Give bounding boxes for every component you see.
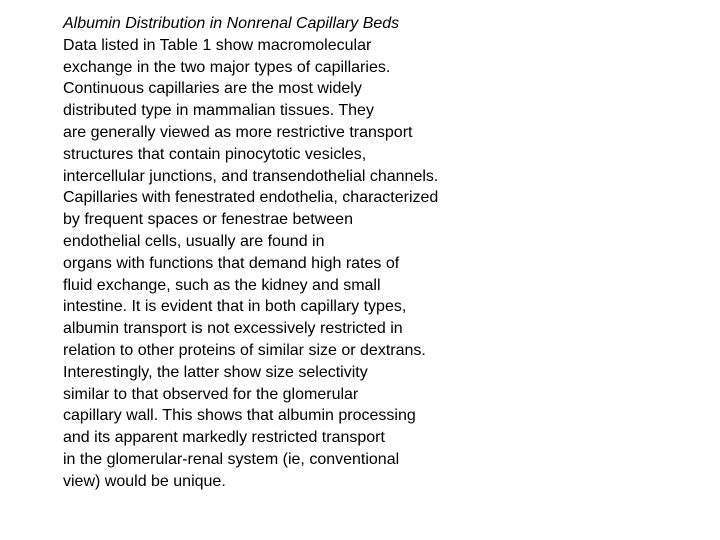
body-line: exchange in the two major types of capillaries. (63, 58, 391, 76)
body-line: relation to other proteins of similar size or dextrans. (63, 341, 426, 359)
body-line: capillary wall. This shows that albumin processing (63, 407, 416, 425)
body-line: structures that contain pinocytotic vesicles, (63, 145, 367, 163)
body-line: by frequent spaces or fenestrae between (63, 211, 353, 229)
body-line: Data listed in Table 1 show macromolecular (63, 36, 372, 54)
body-line: intercellular junctions, and transendothelial channels. (63, 167, 439, 185)
body-line: distributed type in mammalian tissues. They (63, 102, 374, 120)
body-line: intestine. It is evident that in both capillary types, (63, 298, 407, 316)
document-title: Albumin Distribution in Nonrenal Capillary Beds (63, 15, 400, 32)
document-text-block (63, 13, 683, 493)
body-line: Continuous capillaries are the most widely (63, 80, 362, 98)
body-line: Capillaries with fenestrated endothelia, characterized (63, 189, 439, 207)
body-line: organs with functions that demand high rates of (63, 254, 400, 272)
body-line: and its apparent markedly restricted transport (63, 429, 385, 447)
body-line: in the glomerular-renal system (ie, conventional (63, 450, 400, 468)
body-line: view) would be unique. (63, 472, 226, 490)
body-line: endothelial cells, usually are found in (63, 232, 325, 250)
body-line: fluid exchange, such as the kidney and small (63, 276, 381, 294)
body-line: albumin transport is not excessively restricted in (63, 320, 403, 338)
body-line: are generally viewed as more restrictive transport (63, 123, 413, 141)
body-line: similar to that observed for the glomerular (63, 385, 359, 403)
body-line: Interestingly, the latter show size selectivity (63, 363, 368, 381)
